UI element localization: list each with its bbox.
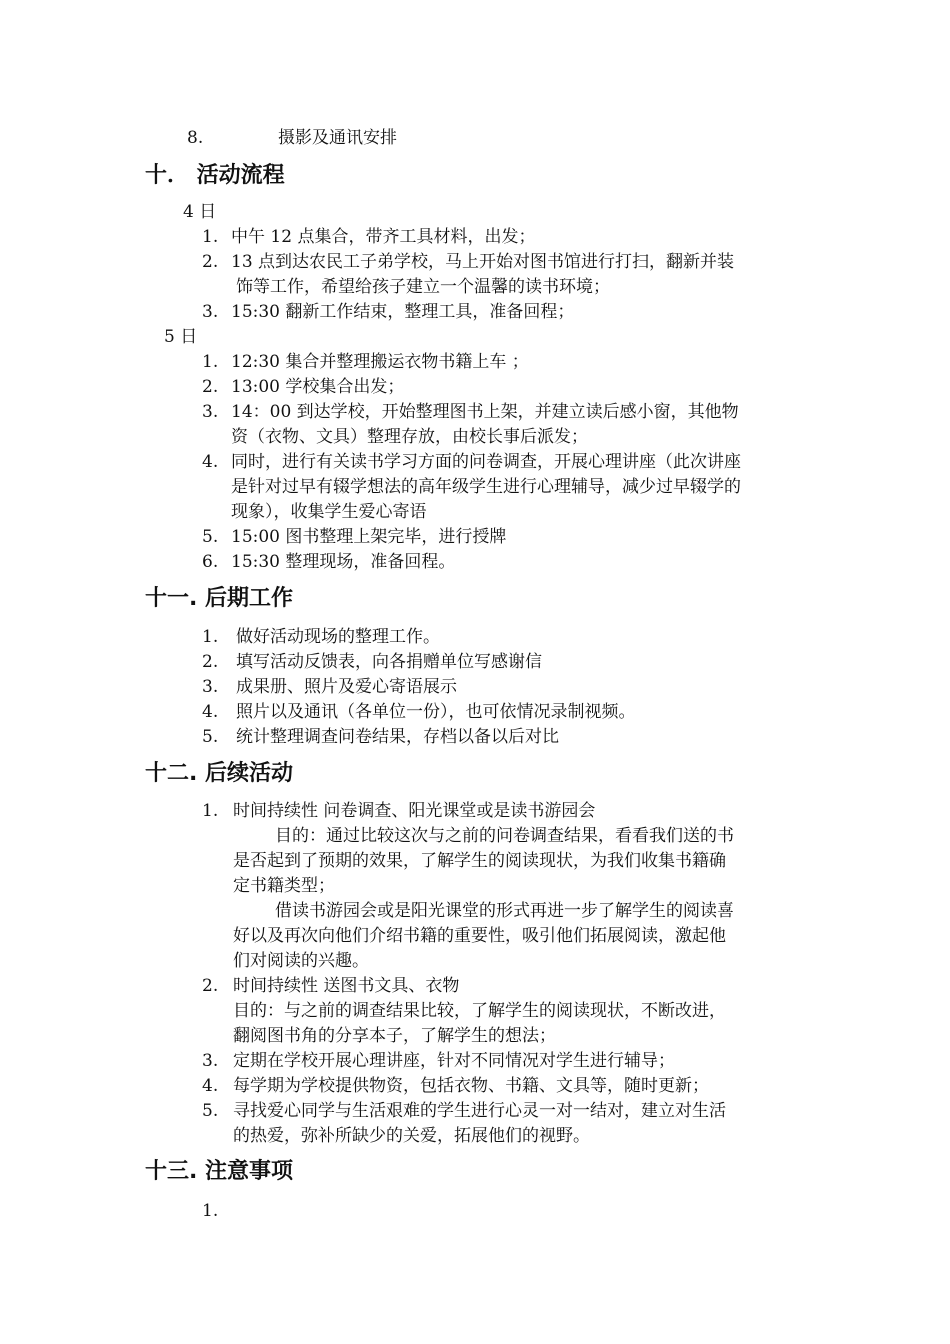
list-number: 1. — [202, 801, 219, 821]
paragraph-text: 借读书游园会或是阳光课堂的形式再进一步了解学生的阅读喜 — [275, 901, 734, 921]
list-item-text: 13 点到达农民工子弟学校，马上开始对图书馆进行打扫，翻新并装 — [231, 252, 735, 272]
list-item-text: 15:30 整理现场，准备回程。 — [231, 552, 456, 572]
list-item-text: 定期在学校开展心理讲座，针对不同情况对学生进行辅导； — [233, 1051, 675, 1071]
paragraph-text: 目的：通过比较这次与之前的问卷调查结果，看看我们送的书 — [275, 826, 734, 846]
list-item-title: 时间持续性 问卷调查、阳光课堂或是读书游园会 — [233, 801, 596, 821]
list-number: 1. — [202, 227, 219, 247]
list-item-text: 14：00 到达学校，开始整理图书上架，并建立读后感小窗，其他物 — [231, 402, 739, 422]
list-number: 2. — [202, 652, 219, 672]
list-item-text: 每学期为学校提供物资，包括衣物、书籍、文具等，随时更新； — [233, 1076, 709, 1096]
list-item-text: 做好活动现场的整理工作。 — [236, 627, 440, 647]
list-number: 5. — [202, 1101, 219, 1121]
list-number: 2. — [202, 252, 219, 272]
list-number: 1. — [202, 352, 219, 372]
list-item-text: 同时，进行有关读书学习方面的问卷调查，开展心理讲座（此次讲座 — [231, 452, 741, 472]
section-heading-process: 十． 活动流程 — [145, 163, 285, 188]
paragraph-text-cont: 好以及再次向他们介绍书籍的重要性，吸引他们拓展阅读，激起他 — [233, 926, 726, 946]
list-item-text: 中午 12 点集合，带齐工具材料，出发； — [231, 227, 536, 247]
list-number: 4. — [202, 452, 219, 472]
list-number: 3. — [202, 402, 219, 422]
list-item-text: 15:00 图书整理上架完毕，进行授牌 — [231, 527, 507, 547]
paragraph-text-cont: 定书籍类型； — [233, 876, 335, 896]
list-number: 4. — [202, 1076, 219, 1096]
list-number: 6. — [202, 552, 219, 572]
section-heading-continuing-activities: 十二. 后续活动 — [145, 761, 294, 786]
list-number: 3. — [202, 1051, 219, 1071]
section-heading-followup-work: 十一. 后期工作 — [145, 586, 294, 611]
day-label-4: 4 日 — [183, 202, 217, 222]
list-item-text-cont: 资（衣物、文具）整理存放，由校长事后派发； — [231, 427, 588, 447]
list-item-text: 13:00 学校集合出发； — [231, 377, 405, 397]
list-number: 2. — [202, 976, 219, 996]
list-item-text: 寻找爱心同学与生活艰难的学生进行心灵一对一结对，建立对生活 — [233, 1101, 726, 1121]
list-number: 1. — [202, 1201, 219, 1221]
list-item-text: 12:30 集合并整理搬运衣物书籍上车 ； — [231, 352, 529, 372]
list-item-text-cont: 的热爱，弥补所缺少的关爱，拓展他们的视野。 — [233, 1126, 590, 1146]
list-number: 1. — [202, 627, 219, 647]
list-number: 5. — [202, 727, 219, 747]
list-item-title: 时间持续性 送图书文具、衣物 — [233, 976, 460, 996]
list-number: 8. — [187, 128, 204, 148]
list-item-text: 照片以及通讯（各单位一份），也可依情况录制视频。 — [236, 702, 636, 722]
section-heading-notes: 十三. 注意事项 — [145, 1159, 294, 1184]
list-number: 4. — [202, 702, 219, 722]
paragraph-text-cont: 是否起到了预期的效果，了解学生的阅读现状，为我们收集书籍确 — [233, 851, 726, 871]
paragraph-text-cont: 翻阅图书角的分享本子，了解学生的想法； — [233, 1026, 556, 1046]
list-number: 3. — [202, 677, 219, 697]
list-number: 5. — [202, 527, 219, 547]
paragraph-text-cont: 们对阅读的兴趣。 — [233, 951, 369, 971]
paragraph-text: 目的：与之前的调查结果比较，了解学生的阅读现状，不断改进， — [233, 1001, 726, 1021]
list-item-text-cont: 现象），收集学生爱心寄语 — [231, 502, 427, 522]
day-label-5: 5 日 — [164, 327, 198, 347]
list-number: 3. — [202, 302, 219, 322]
list-item-text: 15:30 翻新工作结束，整理工具，准备回程； — [231, 302, 575, 322]
list-number: 2. — [202, 377, 219, 397]
list-item-text-cont: 是针对过早有辍学想法的高年级学生进行心理辅导，减少过早辍学的 — [231, 477, 741, 497]
list-item-text-cont: 饰等工作，希望给孩子建立一个温馨的读书环境； — [236, 277, 610, 297]
list-item-text: 摄影及通讯安排 — [278, 128, 397, 148]
list-item-text: 统计整理调查问卷结果，存档以备以后对比 — [236, 727, 559, 747]
list-item-text: 填写活动反馈表，向各捐赠单位写感谢信 — [236, 652, 542, 672]
list-item-text: 成果册、照片及爱心寄语展示 — [236, 677, 457, 697]
